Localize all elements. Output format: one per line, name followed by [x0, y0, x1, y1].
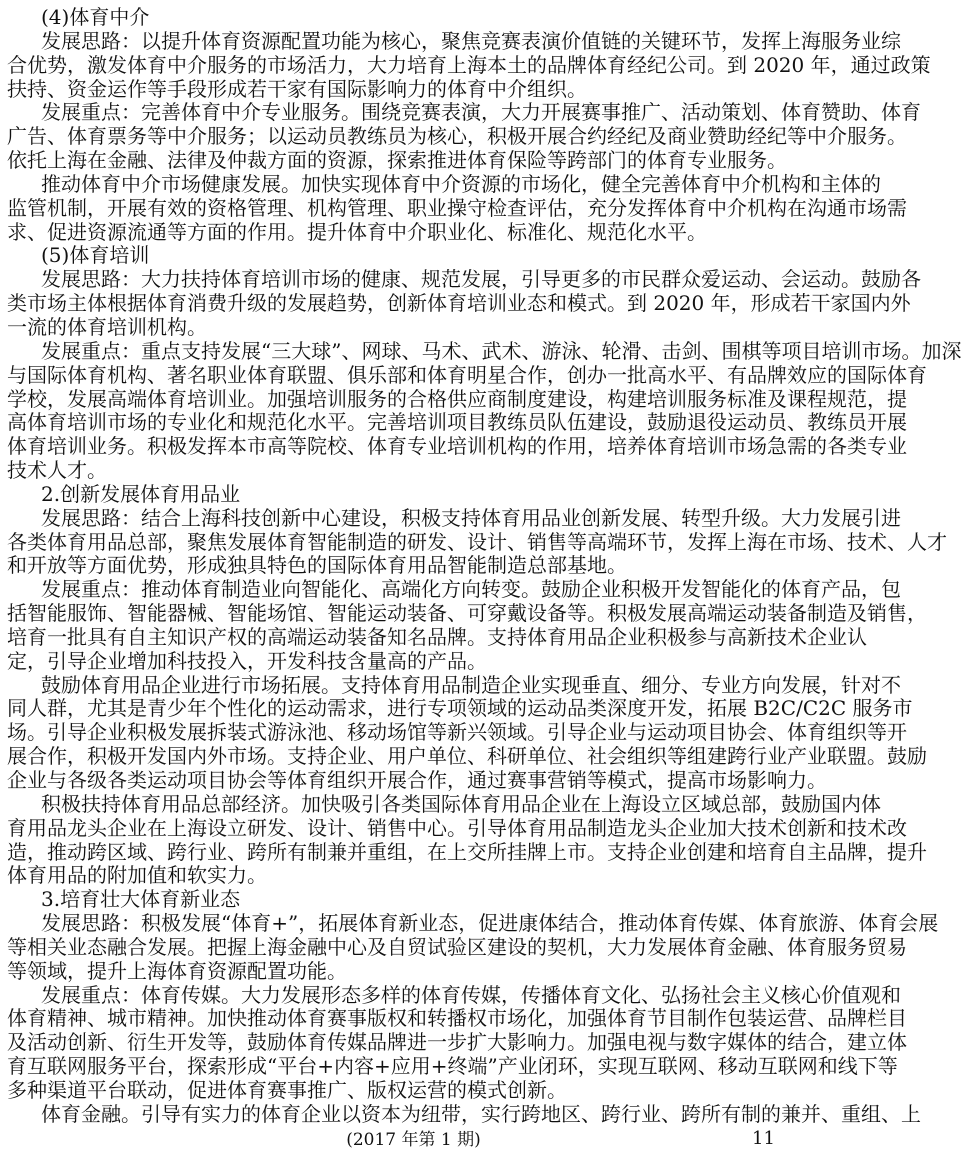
text-line: 发展思路：结合上海科技创新中心建设，积极支持体育用品业创新发展、转型升级。大力发展引进: [41, 505, 901, 530]
page-number: 11: [752, 1128, 775, 1149]
text-line: 扶持、资金运作等手段形成若干家有国际影响力的体育中介组织。: [7, 76, 587, 101]
text-line: 发展重点：完善体育中介专业服务。围绕竞赛表演，大力开展赛事推广、活动策划、体育赞助、体育: [41, 100, 921, 125]
paragraph: [7, 28, 931, 102]
text-line: 体育金融。引导有实力的体育企业以资本为纽带，实行跨地区、跨行业、跨所有制的兼并、重组、上: [41, 1101, 921, 1126]
text-line: 积极扶持体育用品总部经济。加快吸引各类国际体育用品企业在上海设立区域总部，鼓励国内体: [41, 791, 881, 816]
text-line: 场。引导企业积极发展拆装式游泳池、移动场馆等新兴领域。引导企业与运动项目协会、体育组织等开: [7, 720, 907, 745]
paragraph: [7, 577, 927, 673]
text-line: 类市场主体根据体育消费升级的发展趋势，创新体育培训业态和模式。到 2020 年，形成若干家国内外: [7, 291, 911, 316]
paragraph: [7, 267, 921, 340]
paragraph: [7, 1101, 921, 1127]
text-line: (4)体育中介: [41, 5, 150, 29]
text-line: 同人群，尤其是青少年个性化的运动需求，进行专项领域的运动品类深度开发，拓展 B2C/C2C 服务市: [7, 696, 913, 721]
text-line: 技术人才。: [7, 458, 107, 483]
paragraph: [7, 505, 947, 579]
text-line: 3.培育壮大体育新业态: [41, 887, 241, 912]
section-heading: [7, 6, 816, 30]
text-line: 一流的体育培训机构。: [7, 314, 207, 339]
text-line: 发展思路：大力扶持体育培训市场的健康、规范发展，引导更多的市民群众爱运动、会运动。鼓励各: [41, 267, 921, 292]
text-line: 求、促进资源流通等方面的作用。提升体育中介职业化、标准化、规范化水平。: [7, 219, 707, 244]
paragraph: [7, 672, 927, 793]
text-line: 和开放等方面优势，形成独具特色的国际体育用品智能制造总部基地。: [7, 553, 627, 578]
text-line: 鼓励体育用品企业进行市场拓展。支持体育用品制造企业实现垂直、细分、专业方向发展，针对不: [41, 672, 901, 697]
text-line: 育用品龙头企业在上海设立研发、设计、销售中心。引导体育用品制造龙头企业加大技术创新和技术改: [7, 815, 907, 840]
text-line: 及活动创新、衍生开发等，鼓励体育传媒品牌进一步扩大影响力。加强电视与数字媒体的结合，建立体: [7, 1030, 907, 1055]
text-line: 发展重点：推动体育制造业向智能化、高端化方向转变。鼓励企业积极开发智能化的体育产品，包: [41, 577, 901, 602]
text-line: 体育培训业务。积极发挥本市高等院校、体育专业培训机构的作用，培养体育培训市场急需的各类专业: [7, 434, 907, 459]
text-line: 学校，发展高端体育培训业。加强培训服务的合格供应商制度建设，构建培训服务标准及课程规范，提: [7, 386, 907, 411]
text-line: 发展思路：以提升体育资源配置功能为核心，聚焦竞赛表演价值链的关键环节，发挥上海服务业综: [41, 28, 901, 53]
paragraph: [7, 791, 927, 888]
text-line: 括智能服饰、智能器械、智能场馆、智能运动装备、可穿戴设备等。积极发展高端运动装备制造及销售，: [7, 601, 927, 626]
paragraph: [7, 100, 921, 173]
text-line: 2.创新发展体育用品业: [41, 481, 241, 506]
text-line: 发展思路：积极发展“体育+”，拓展体育新业态，促进康体结合，推动体育传媒、体育旅游、体育会展: [41, 911, 939, 936]
text-line: 培育一批具有自主知识产权的高端运动装备知名品牌。支持体育用品企业积极参与高新技术企业认: [7, 624, 867, 649]
section-heading: [7, 244, 816, 268]
text-line: 定，引导企业增加科技投入，开发科技含量高的产品。: [7, 648, 487, 673]
text-line: 展合作，积极开发国内外市场。支持企业、用户单位、科研单位、社会组织等组建跨行业产业联盟。鼓励: [7, 744, 927, 769]
text-line: 体育精神、城市精神。加快推动体育赛事版权和转播权市场化，加强体育节目制作包装运营、品牌栏目: [7, 1006, 907, 1031]
text-line: 依托上海在金融、法律及仲裁方面的资源，探索推进体育保险等跨部门的体育专业服务。: [7, 148, 787, 173]
text-line: 等相关业态融合发展。把握上海金融中心及自贸试验区建设的契机，大力发展体育金融、体育服务贸易: [7, 934, 907, 959]
section-heading: [7, 483, 816, 507]
text-line: 多种渠道平台联动，促进体育赛事推广、版权运营的模式创新。: [7, 1077, 567, 1102]
document-body: [7, 5, 961, 1127]
text-line: 企业与各级各类运动项目协会等体育组织开展合作，通过赛事营销等模式，提高市场影响力。: [7, 768, 827, 792]
text-line: 发展重点：体育传媒。大力发展形态多样的体育传媒，传播体育文化、弘扬社会主义核心价值观和: [41, 982, 901, 1007]
text-line: 与国际体育机构、著名职业体育联盟、俱乐部和体育明星合作，创办一批高水平、有品牌效应的国际体育: [7, 362, 927, 387]
text-line: 高体育培训市场的专业化和规范化水平。完善培训项目教练员队伍建设，鼓励退役运动员、教练员开展: [7, 410, 907, 435]
paragraph: [7, 171, 907, 245]
paragraph: [7, 982, 907, 1103]
text-line: (5)体育培训: [41, 243, 150, 268]
text-line: 发展重点：重点支持发展“三大球”、网球、马术、武术、游泳、轮滑、击剑、围棋等项目培训市场。加深: [41, 338, 961, 363]
section-heading: [7, 888, 816, 912]
text-line: 推动体育中介市场健康发展。加快实现体育中介资源的市场化，健全完善体育中介机构和主体的: [41, 171, 881, 196]
paragraph: [7, 338, 961, 483]
text-line: 等领域，提升上海体育资源配置功能。: [7, 958, 347, 983]
text-line: 各类体育用品总部，聚焦发展体育智能制造的研发、设计、销售等高端环节，发挥上海在市场、技术、人才: [7, 529, 947, 554]
text-line: 监管机制，开展有效的资格管理、机构管理、职业操守检查评估，充分发挥体育中介机构在沟通市场需: [7, 195, 907, 220]
text-line: 造，推动跨区域、跨行业、跨所有制兼并重组，在上交所挂牌上市。支持企业创建和培育自主品牌，提升: [7, 839, 927, 864]
footer-issue-label: (2017 年第 1 期): [346, 1130, 481, 1150]
text-line: 体育用品的附加值和软实力。: [7, 863, 267, 888]
paragraph: [7, 911, 939, 984]
text-line: 广告、体育票务等中介服务；以运动员教练员为核心，积极开展合约经纪及商业赞助经纪等中介服务。: [7, 124, 907, 149]
text-line: 育互联网服务平台，探索形成“平台+内容+应用+终端”产业闭环，实现互联网、移动互联网和线下等: [7, 1054, 898, 1079]
text-line: 合优势，激发体育中介服务的市场活力，大力培育上海本土的品牌体育经纪公司。到 2020 年，通过政策: [7, 52, 931, 77]
